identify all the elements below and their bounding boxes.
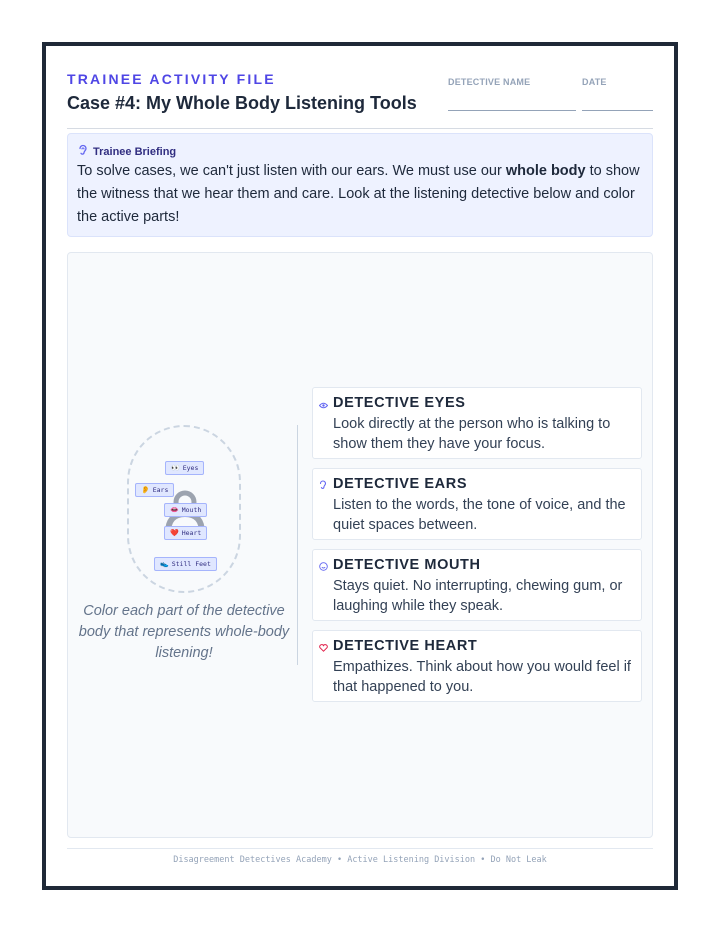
tool-name: DETECTIVE EARS (333, 476, 468, 492)
tag-heart[interactable] (164, 526, 207, 540)
lips-icon: 👄 (170, 506, 179, 514)
tag-mouth[interactable] (164, 503, 207, 517)
tag-still-feet-label: Still Feet (171, 560, 211, 568)
date-field[interactable] (582, 77, 607, 87)
tool-name: DETECTIVE HEART (333, 638, 478, 654)
tool-card-eyes (312, 387, 642, 459)
eye-icon (319, 396, 328, 414)
date-label: DATE (582, 77, 607, 87)
detective-name-line (448, 110, 576, 111)
shoe-icon: 👟 (160, 560, 169, 568)
detective-name-field[interactable] (448, 77, 530, 87)
footer-text: Disagreement Detectives Academy • Active Listening Division • Do Not Leak (173, 855, 547, 865)
footer-divider (67, 848, 653, 849)
tag-ears-label: Ears (152, 486, 169, 494)
tool-card-heart (312, 630, 642, 702)
tag-heart-label: Heart (181, 529, 202, 537)
panel-divider (297, 425, 298, 665)
page-title: Case #4: My Whole Body Listening Tools (67, 93, 417, 113)
tool-description: Empathizes. Think about how you would feel if that happened to you. (333, 659, 631, 695)
file-kicker: TRAINEE ACTIVITY FILE (67, 71, 276, 87)
briefing-heading-text: Trainee Briefing (93, 145, 177, 158)
date-line (582, 110, 653, 111)
tag-eyes-label: Eyes (182, 464, 199, 472)
ear-icon (78, 144, 93, 159)
sheet-header (67, 71, 653, 129)
tool-card-mouth (312, 549, 642, 621)
briefing-text-start: To solve cases, we can't just listen with our ears. We must use our (77, 163, 506, 179)
ear-icon (319, 477, 327, 495)
tool-name: DETECTIVE EYES (333, 395, 466, 411)
heart-icon (319, 639, 328, 657)
eyes-icon: 👀 (171, 464, 180, 472)
tag-still-feet[interactable] (154, 557, 217, 571)
tag-mouth-label: Mouth (181, 506, 202, 514)
briefing-heading (78, 144, 176, 159)
briefing-text-end: to show the witness that we hear them and care. Look at the listening detective below and color the active parts! (77, 163, 640, 225)
ear-icon: 👂 (141, 486, 150, 494)
activity-sheet (42, 42, 678, 890)
tool-description: Listen to the words, the tone of voice, and the quiet spaces between. (333, 497, 626, 533)
smile-icon (319, 558, 328, 576)
detective-name-label: DETECTIVE NAME (448, 77, 531, 87)
trainee-briefing (67, 133, 653, 237)
tag-ears[interactable] (135, 483, 174, 497)
tool-card-ears (312, 468, 642, 540)
detective-silhouette (163, 487, 207, 557)
briefing-text (77, 160, 642, 229)
tool-name: DETECTIVE MOUTH (333, 557, 481, 573)
tool-description: Stays quiet. No interrupting, chewing gum, or laughing while they speak. (333, 578, 623, 614)
figure-caption: Color each part of the detective body that represents whole-body listening! (78, 603, 290, 661)
briefing-text-emphasis: whole body (505, 163, 586, 179)
tool-description: Look directly at the person who is talking to show them they have your focus. (333, 416, 611, 452)
listening-panel (67, 252, 653, 838)
heart-icon: ❤️ (170, 529, 179, 537)
tag-eyes[interactable] (165, 461, 204, 475)
